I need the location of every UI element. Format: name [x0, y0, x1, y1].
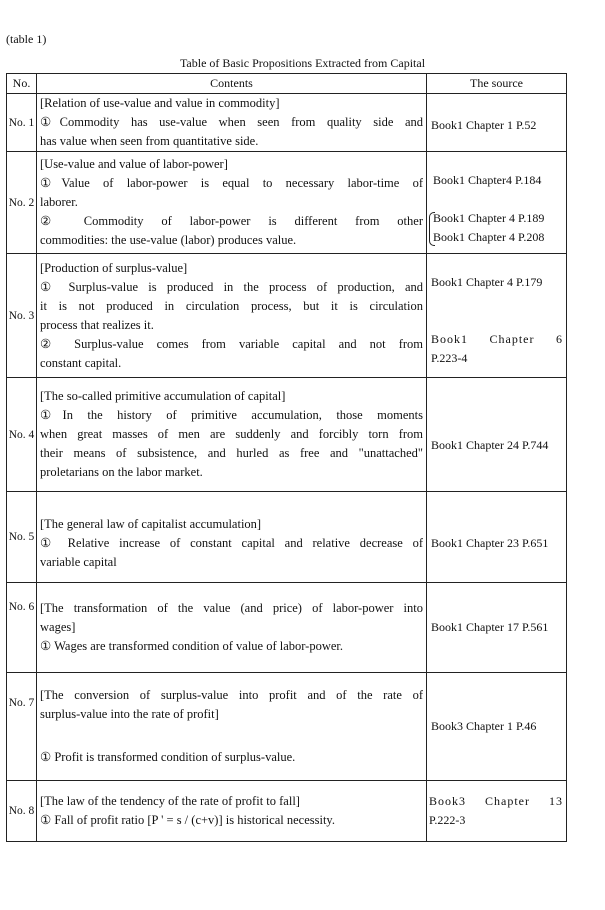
- row-number: No. 1: [7, 94, 37, 152]
- table-row: [7, 781, 567, 842]
- row-contents: [37, 583, 427, 673]
- table-row: [7, 673, 567, 781]
- content-line: process that realizes it.: [40, 317, 154, 332]
- content-line: ① Surplus-value is produced in the process of production, and: [40, 279, 423, 294]
- content-line: [The conversion of surplus-value into profit and of the rate of: [40, 688, 423, 702]
- row-source: [427, 583, 567, 673]
- source-line: Book1 Chapter 6: [431, 332, 563, 346]
- content-line: proletarians on the labor market.: [40, 465, 203, 479]
- content-line: surplus-value into the rate of profit]: [40, 707, 219, 721]
- content-line: when great masses of men are suddenly and forcibly torn from: [40, 427, 423, 441]
- source-line: Book1 Chapter 1 P.52: [431, 117, 537, 132]
- row-number: No. 5: [7, 492, 37, 583]
- content-line: ① Wages are transformed condition of value of labor-power.: [40, 639, 344, 653]
- table-caption: Table of Basic Propositions Extracted from Capital: [179, 56, 426, 70]
- row-contents: [37, 152, 427, 254]
- source-line: Book1 Chapter 4 P.189: [433, 211, 545, 225]
- row-number: No. 4: [7, 378, 37, 492]
- row-source: [427, 781, 567, 842]
- row-contents: [37, 492, 427, 583]
- source-line: Book1 Chapter4 P.184: [433, 173, 542, 187]
- source-line: Book1 Chapter 4 P.179: [431, 275, 543, 289]
- row-contents: [37, 254, 427, 378]
- propositions-table: [6, 73, 567, 842]
- header-no: No.: [7, 74, 37, 94]
- source-line: Book3 Chapter 1 P.46: [431, 719, 537, 733]
- content-line: [The so-called primitive accumulation of capital]: [40, 389, 286, 403]
- source-line: Book1 Chapter 17 P.561: [431, 620, 549, 634]
- content-line: it is not produced in circulation process, but it is circulation: [40, 298, 423, 313]
- content-line: ① Profit is transformed condition of surplus-value.: [40, 750, 296, 764]
- source-line: Book3 Chapter 13: [429, 794, 563, 808]
- content-line: [Production of surplus-value]: [40, 260, 188, 275]
- content-line: ① Relative increase of constant capital and relative decrease of: [40, 535, 423, 550]
- source-line: Book1 Chapter 23 P.651: [431, 535, 549, 550]
- source-line: Book1 Chapter 24 P.744: [431, 438, 549, 452]
- content-line: ①Value of labor-power is equal to necessary labor-time of: [40, 176, 423, 190]
- row-source: [427, 378, 567, 492]
- row-contents: [37, 781, 427, 842]
- source-line: P.223-4: [431, 351, 468, 365]
- content-line: wages]: [40, 620, 76, 634]
- row-source: [427, 673, 567, 781]
- content-line: [The general law of capitalist accumulation]: [40, 516, 262, 531]
- content-line: constant capital.: [40, 355, 122, 370]
- content-line: has value when seen from quantitative side.: [40, 134, 259, 148]
- content-line: their means of subsistence, and hurled as free and "unattached": [40, 446, 423, 460]
- content-line: commodities: the use-value (labor) produces value.: [40, 233, 297, 247]
- content-line: ①In the history of primitive accumulation, those moments: [40, 408, 423, 422]
- content-line: variable capital: [40, 554, 117, 569]
- content-line: [Relation of use-value and value in commodity]: [40, 96, 280, 110]
- content-line: [The transformation of the value (and price) of labor-power into: [40, 601, 423, 615]
- table-row: [7, 254, 567, 378]
- header-contents: Contents: [37, 74, 427, 94]
- row-number: No. 8: [7, 781, 37, 842]
- row-contents: [37, 378, 427, 492]
- content-line: ①Commodity has use-value when seen from quality side and: [40, 115, 423, 129]
- content-line: laborer.: [40, 195, 78, 209]
- content-line: ② Commodity of labor-power is different from other: [40, 214, 423, 228]
- table-row: [7, 583, 567, 673]
- row-contents: [37, 94, 427, 152]
- table-label: (table 1): [6, 32, 47, 46]
- source-line: P.222-3: [429, 813, 466, 827]
- row-number: No. 2: [7, 152, 37, 254]
- content-line: ② Surplus-value comes from variable capital and not from: [40, 336, 423, 351]
- content-line: [Use-value and value of labor-power]: [40, 157, 228, 171]
- row-number: No. 6: [7, 583, 37, 673]
- source-bracket-group: [433, 209, 563, 247]
- table-row: [7, 378, 567, 492]
- source-line: Book1 Chapter 4 P.208: [433, 230, 545, 244]
- table-header-row: [7, 74, 567, 94]
- row-source: [427, 94, 567, 152]
- row-source: [427, 254, 567, 378]
- row-source: [427, 492, 567, 583]
- table-row: [7, 492, 567, 583]
- row-source: [427, 152, 567, 254]
- bracket-brace: [429, 212, 435, 246]
- table-row: [7, 94, 567, 152]
- row-number: No. 3: [7, 254, 37, 378]
- row-contents: [37, 673, 427, 781]
- content-line: ① Fall of profit ratio [P ' = s / (c+v)] is historical necessity.: [40, 813, 335, 827]
- row-number: No. 7: [7, 673, 37, 781]
- header-source: The source: [427, 74, 567, 94]
- table-row: [7, 152, 567, 254]
- content-line: [The law of the tendency of the rate of profit to fall]: [40, 794, 300, 808]
